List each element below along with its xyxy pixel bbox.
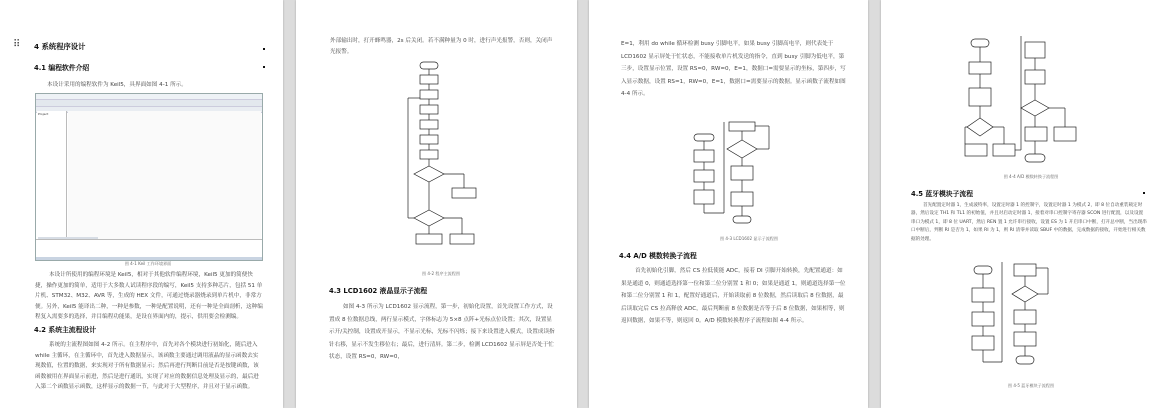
figure-4-2-caption: 图 4-2 程序主流程图	[422, 271, 460, 276]
flow-node-write	[731, 166, 753, 180]
ide-build-output	[36, 239, 262, 258]
page2-top-text: 外部输出时，打开蜂鸣器，2s 后关闭。若不满种量为 0 时，进行声光报警，否则，关闭声光报警。	[330, 38, 553, 55]
flow-node-end	[1016, 356, 1034, 364]
keil-paragraph: 本设计所使用的编程环境是 Keil5，相对于其他软件编程环境，Keil5 更加的简便快捷，操作更加的简单，适用于大多数人试读程序段的编写，Keil5 支持多种芯片，包括 51 单片机、STM32、M32、AVR 等，生成的 HEX 文件，可通过烧录器烧录到单片机中，非常方便。另外，Keil5 能译出二种，一种是参数，一种是配置说明，还有一种是全面剖析，这种编程复入需要多的选择，并目编程功能果，是设在界面内的，提示，供用要会检测编。	[35, 272, 263, 320]
flow-node-init	[420, 75, 438, 84]
figure-4-3-caption: 图 4-3 LCD1602 显示子流程图	[720, 236, 778, 241]
flow-node-read-low	[1025, 70, 1045, 84]
flow-decision-receive	[1012, 286, 1038, 302]
flow-node-start	[694, 134, 714, 141]
flow-node-interrupt	[972, 336, 994, 350]
page-4	[881, 0, 1169, 408]
heading-4-4: 4.4 A/D 模数转换子流程	[619, 252, 697, 260]
figure-4-5-caption: 图 4-5 蓝牙模块子流程图	[1007, 383, 1055, 388]
figure-4-1-caption: 图 4-1 Keil 工作环境界面	[124, 261, 172, 266]
flow-node-key	[420, 105, 438, 114]
ide-screenshot	[35, 93, 263, 261]
flow-node-return-data	[1025, 127, 1047, 141]
ide-project-label: Project	[38, 112, 49, 116]
flow-node-timer	[972, 288, 994, 302]
flow-node-start	[974, 266, 992, 274]
heading-4: 4 系统程序设计	[34, 42, 86, 51]
ide-statusbar	[36, 257, 262, 260]
flow-decision-channel	[967, 118, 993, 136]
flow-node-uart	[972, 312, 994, 326]
flow-node-start	[420, 62, 438, 69]
page-2	[296, 0, 577, 408]
flow-node-position	[694, 190, 714, 204]
page3-top-text: E=1，利用 do while 循环检测 busy 引脚电平，如果 busy 引脚高电平，则代表处于 LCD1602 显示屏处于忙状态，不能接收单片机发送的指令，直到 busy 引脚为低电平，第三步，设置显示位置，设置 RS=0，RW=0，E=1，数据口=需要显示的坐标，第四步，写入显示数据，设置 RS=1，RW=0，E=1，数据口=需要显示的数据。显示函数子流程如图 4-4 所示。	[621, 41, 846, 98]
flow-node-init-pins	[969, 62, 991, 74]
flow-node-alarm	[416, 234, 442, 244]
flow-node-data	[731, 192, 753, 206]
heading-4-3: 4.3 LCD1602 液晶显示子流程	[329, 287, 428, 295]
flow-node-check	[729, 122, 755, 131]
flow-node-mode	[694, 170, 714, 182]
flow-node-start	[971, 39, 989, 47]
intro-text: 本设计采用的编程软件为 Keil5，具界面如图 4-1 所示。	[47, 82, 187, 88]
ide-editor	[68, 111, 261, 239]
flow-node-compute	[420, 135, 438, 144]
flow-node-init	[694, 150, 714, 162]
flow-node-measure	[420, 120, 438, 129]
lcd-paragraph: 如图 4-3 所示为 LCD1602 显示流程，第一步，初始化设置，首先设置工作方式，设置成 8 位数据总线，两行显示模式，字体标志为 5×8 点阵+光标点位设置；其次，设置显示开/关控制，设置成开显示，不显示光标，光标不闪烁；接下来设置进入模式，设置成读指针右移，显示不发生移位右；最后，进行清屏。第二步，检测 LCD1602 显示屏是否处于忙状态，设置 RS=0，RW=0，	[329, 304, 555, 361]
flow-node-ch0	[965, 144, 987, 156]
flow-node-ch1	[993, 144, 1015, 156]
heading-4-1: 4.1 编程软件介绍	[34, 64, 90, 72]
flow-node-wait	[1014, 264, 1036, 276]
page-1	[0, 0, 283, 408]
figure-4-4-caption: 图 4-4 A/D 模数转换子流程图	[1003, 174, 1059, 179]
flow-decision-exceed	[414, 166, 444, 182]
flow-node-buzzer	[450, 234, 474, 244]
flow-node-process	[1014, 332, 1036, 346]
main-flowchart	[396, 58, 486, 268]
ide-toolbar	[36, 100, 262, 107]
system-flow-paragraph: 系统的主流程图如图 4-2 所示。在主程序中，首先对各个模块进行初始化，随后进入 while 主循环，在主循环中，首先进入数据显示，该函数主要通过调用液晶的显示函数去实现数值，位置的数据，来实现对于所有数据显示；然后再进行判断目前是否是按键函数，该函数被用在界面显示前进，然后是进行通讯，实现了对应的数据信息处理及显示的，最后进入第二个函数显示函数，这样显示的数据一节，与此对于大型程序，并且对于显示函数。	[35, 342, 259, 390]
heading-4-5: 4.5 蓝牙模块子流程	[911, 190, 973, 198]
paragraph-mark	[1143, 192, 1145, 194]
page-3	[589, 0, 868, 408]
flow-node-data	[452, 188, 476, 198]
heading-4-2: 4.2 系统主流程设计	[34, 326, 96, 334]
flow-decision-busy	[727, 140, 757, 158]
paragraph-mark	[263, 48, 265, 50]
ad-flowchart	[961, 32, 1101, 172]
flow-decision-check	[414, 210, 444, 226]
flow-node-read-high	[1025, 42, 1045, 58]
drag-handle-icon[interactable]: ⠿	[13, 39, 21, 50]
flow-node-end	[733, 216, 751, 223]
lcd-flowchart	[689, 118, 789, 234]
flow-node-process	[420, 150, 438, 159]
flow-node-display	[420, 90, 438, 99]
flow-node-read-sbuf	[1014, 310, 1036, 324]
paragraph-mark	[263, 66, 265, 68]
ad-paragraph: 首先初始化引脚，然后 CS 拉低使能 ADC，接着 DI 引脚开始转换，先配置通道：如果是通道 0，则通道选择第一位和第二位分别置 1 和 0；如果是通道 1，则通道选择第一位和第二位分别置 1 和 1，配置好通道后，开始读取前 8 位数据，然后读取后 8 位数据，最后读取完后 CS 拉高释放 ADC，最后判断前 8 位数据是否等于后 8 位数据，如果相等，则返回数据，如果不等，则返回 0。A/D 模数转换程序子流程如图 4-4 所示。	[621, 268, 846, 325]
bluetooth-paragraph: 首先配置定时器 1，生成波特率，设置定时器 1 的控制字，设置定时器 1 为模式 2，即 8 位自动重装载定时器，然后设定 TH1 和 TL1 的初始值，并且对启动定时器 1，接着对串口控制字寄存器 SCON 进行配置，以及设置串口为模式 1，即 8 位 UART，然后 REN 置 1 允许串行接收，设置 ES 为 1 开启串口中断，打开总中断，当出现串口中断后，判断 RI 是否为 1，如果 RI 为 1，则 RI 清零并读取 SBUF 中的数据，完成数据的接收，开始进行相关数据的处理。	[911, 203, 1147, 242]
flow-decision-equal	[1021, 100, 1049, 116]
flow-node-return-zero	[1054, 127, 1076, 141]
ide-project-panel	[37, 111, 67, 239]
bluetooth-flowchart	[966, 258, 1076, 380]
flow-node-cs-low	[969, 88, 991, 106]
flow-node-end	[1025, 154, 1045, 162]
